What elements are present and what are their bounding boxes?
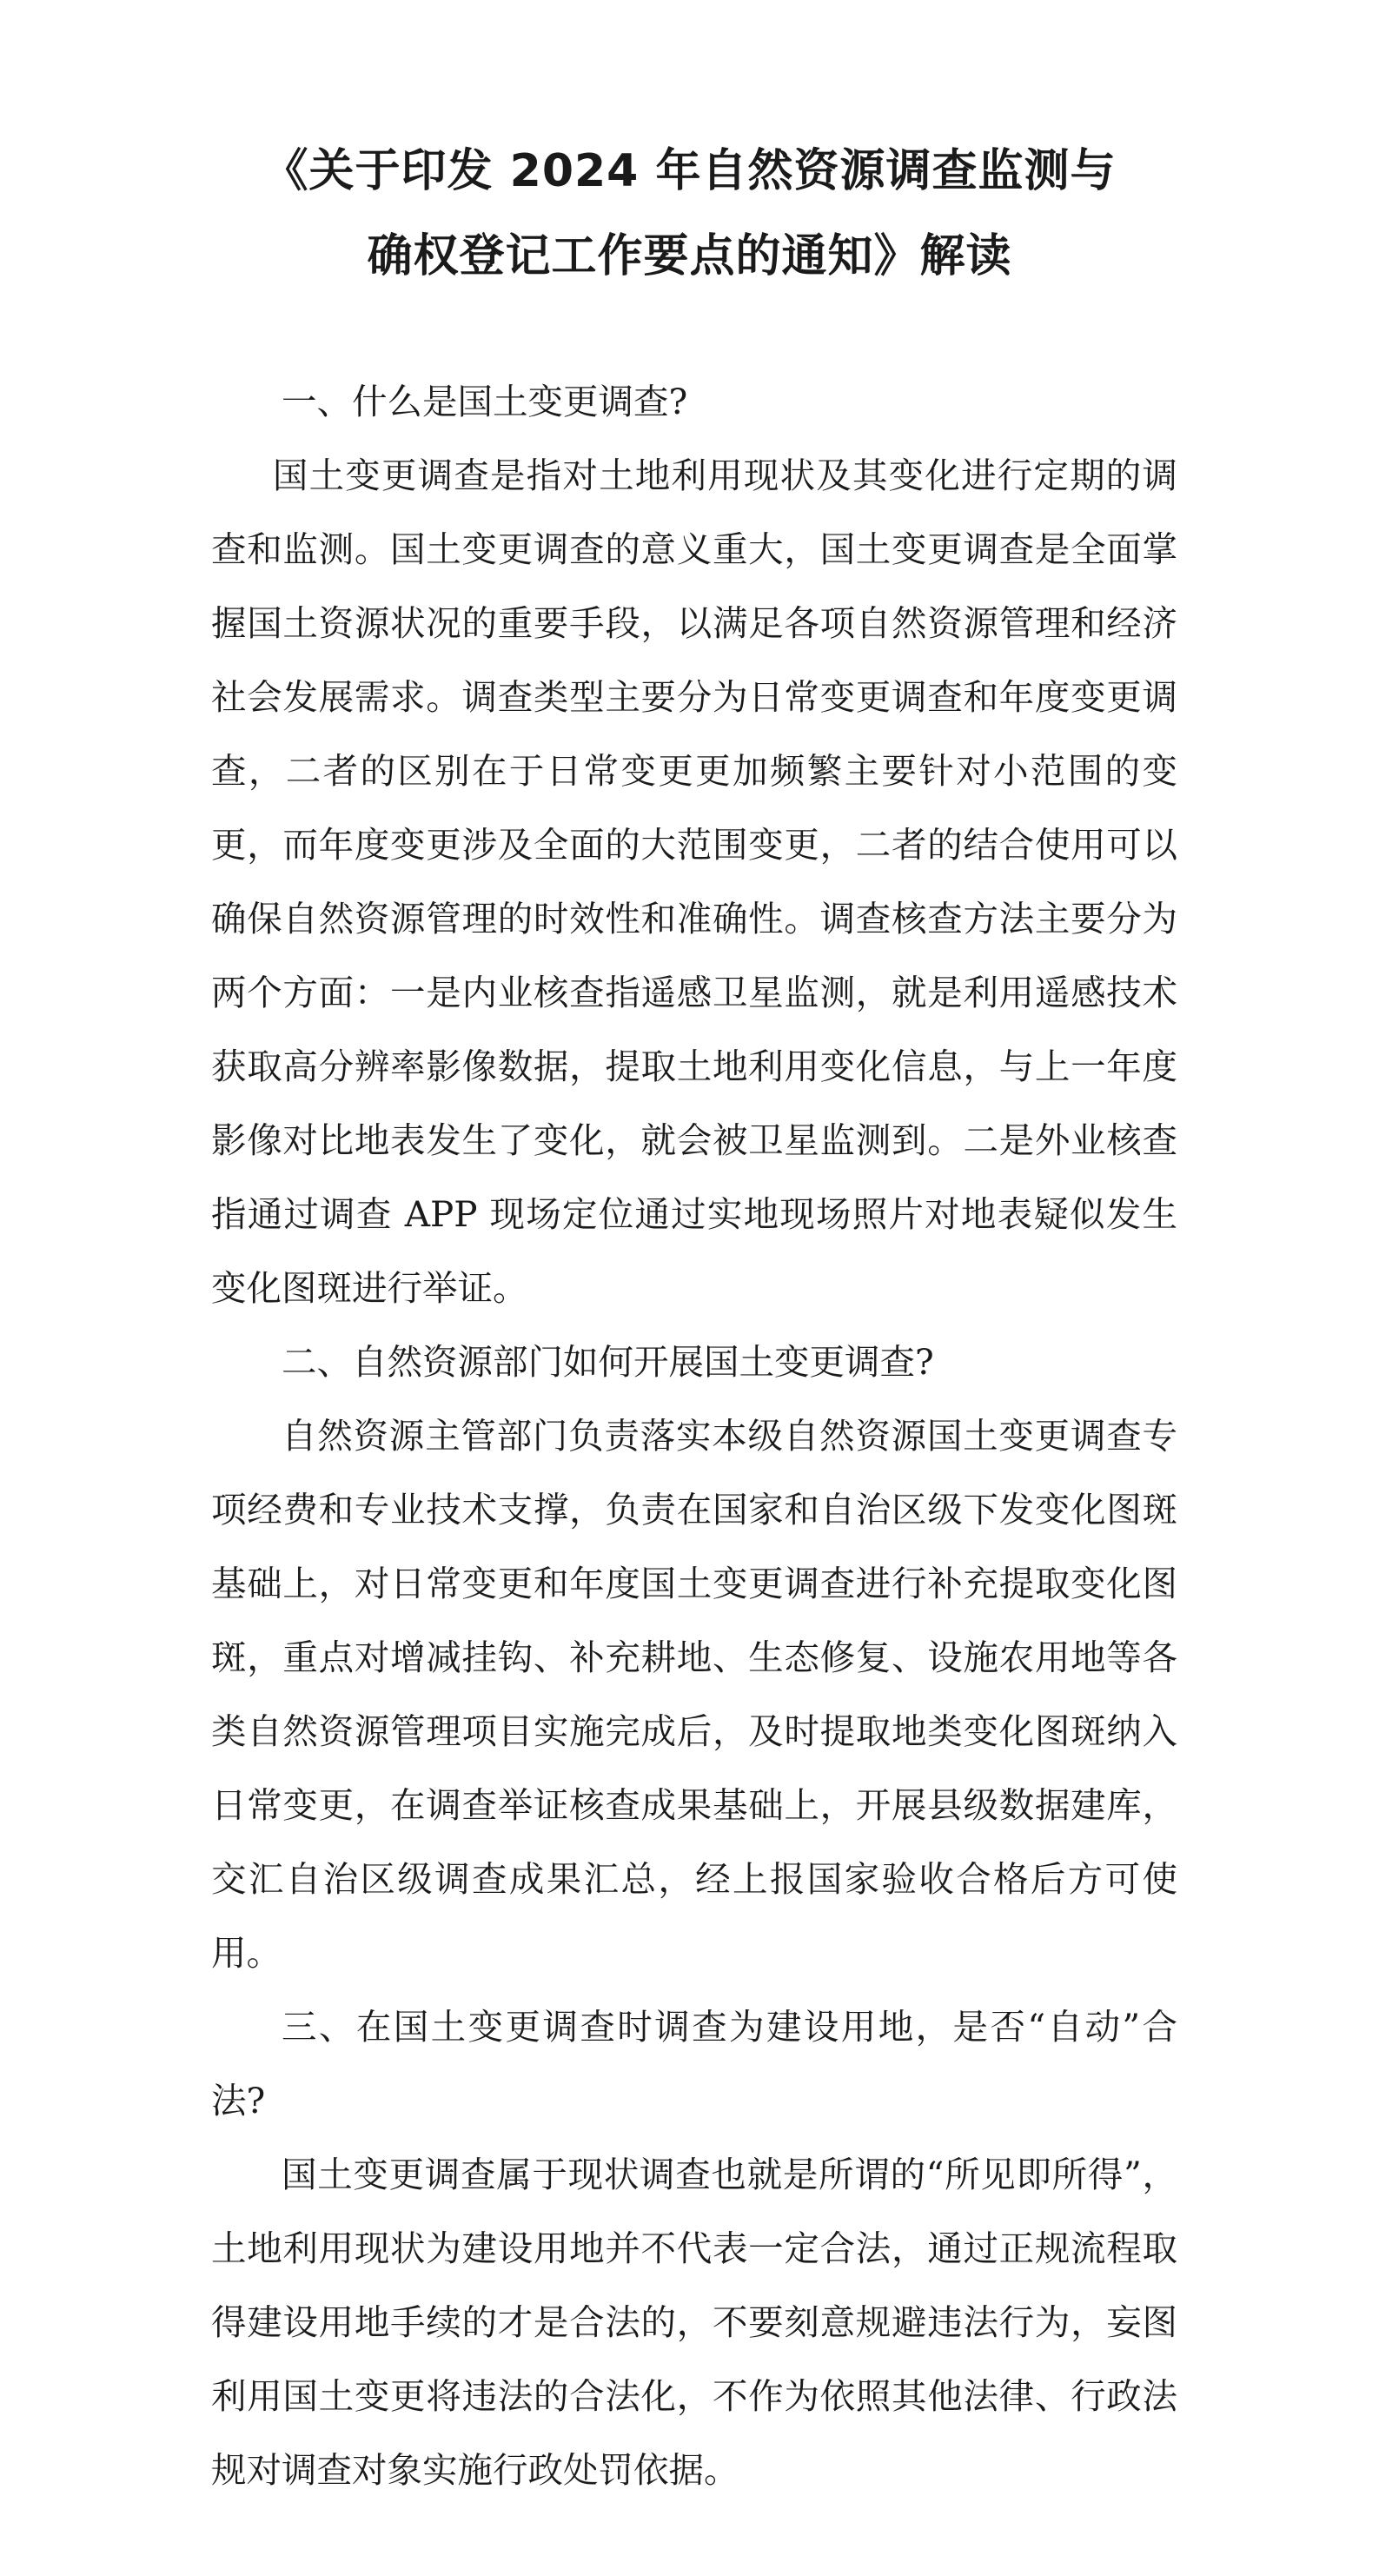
title-line-1: 《关于印发 2024 年自然资源调查监测与 bbox=[262, 145, 1117, 197]
title-line-2: 确权登记工作要点的通知》解读 bbox=[367, 230, 1012, 282]
section-1-paragraph: 国土变更调查是指对土地利用现状及其变化进行定期的调查和监测。国土变更调查的意义重大，国土变更调查是全面掌握国土资源状况的重要手段，以满足各项自然资源管理和经济社会发展需求。调查类型主要分为日常变更调查和年度变更调查，二者的区别在于日常变更更加频繁主要针对小范围的变更，而年度变更涉及全面的大范围变更，二者的结合使用可以确保自然资源管理的时效性和准确性。调查核查方法主要分为两个方面：一是内业核查指遥感卫星监测，就是利用遥感技术获取高分辨率影像数据，提取土地利用变化信息，与上一年度影像对比地表发生了变化，就会被卫星监测到。二是外业核查指通过调查 APP 现场定位通过实地现场照片对地表疑似发生变化图斑进行举证。 bbox=[211, 455, 1177, 1309]
document-body bbox=[211, 365, 1177, 2507]
section-3-heading: 三、在国土变更调查时调查为建设用地，是否“自动”合法? bbox=[211, 2006, 1177, 2121]
section-2-heading: 二、自然资源部门如何开展国土变更调查? bbox=[282, 1341, 934, 1383]
section-2-paragraph: 自然资源主管部门负责落实本级自然资源国土变更调查专项经费和专业技术支撑，负责在国家和自治区级下发变化图斑基础上，对日常变更和年度国土变更调查进行补充提取变化图斑，重点对增减挂钩、补充耕地、生态修复、设施农用地等各类自然资源管理项目实施完成后，及时提取地类变化图斑纳入日常变更，在调查举证核查成果基础上，开展县级数据建库，交汇自治区级调查成果汇总，经上报国家验收合格后方可使用。 bbox=[211, 1415, 1177, 1974]
section-1-heading: 一、什么是国土变更调查? bbox=[282, 381, 688, 422]
section-3-paragraph: 国土变更调查属于现状调查也就是所谓的“所见即所得”，土地利用现状为建设用地并不代表一定合法，通过正规流程取得建设用地手续的才是合法的，不要刻意规避违法行为，妄图利用国土变更将违法的合法化，不作为依照其他法律、行政法规对调查对象实施行政处罚依据。 bbox=[211, 2154, 1177, 2491]
document-title bbox=[174, 129, 1205, 299]
